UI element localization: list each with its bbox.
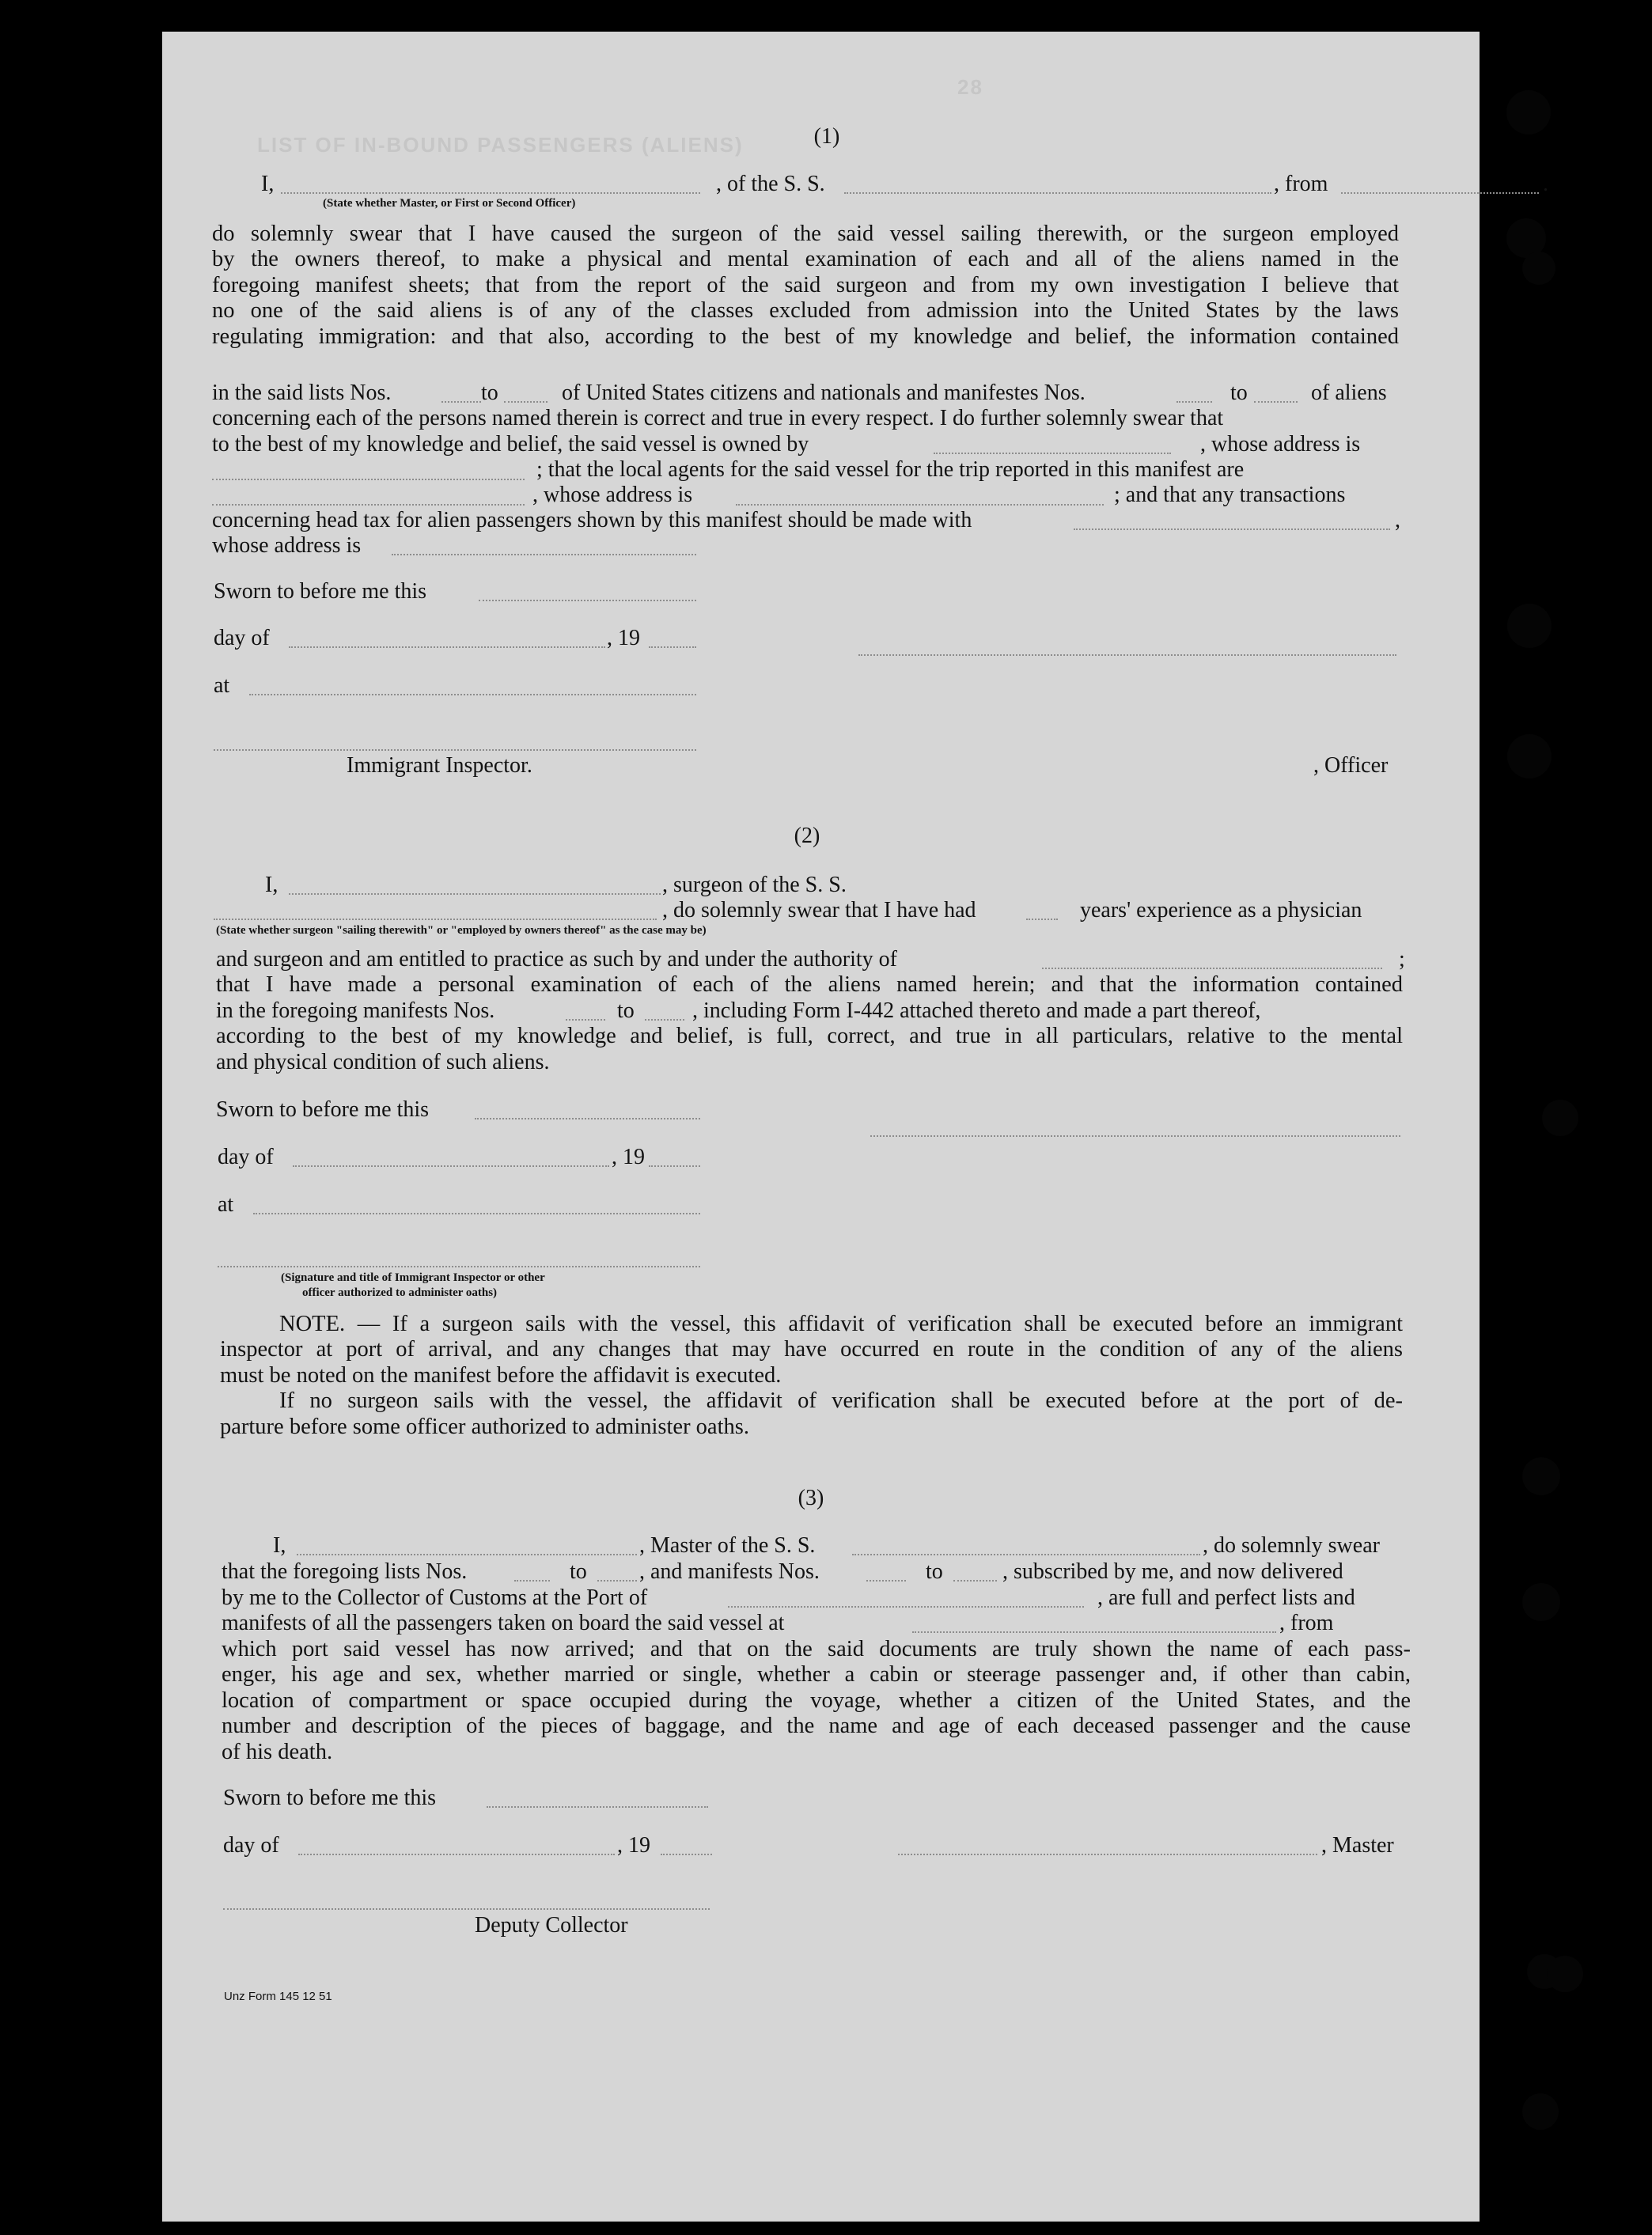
s3-line: enger, his age and sex, whether married or single, whether a cabin or steerage passenger and, if other than cabin, xyxy=(222,1662,1411,1688)
section-1-body xyxy=(212,222,1399,350)
s3-board-b: , from xyxy=(1279,1611,1334,1635)
s2-month-field[interactable] xyxy=(293,1165,609,1167)
from-port-field[interactable] xyxy=(1341,192,1539,194)
s2-line: according to the best of my knowledge and belief, is full, correct, and true in all particulars, relative to the mental xyxy=(216,1024,1403,1048)
s3-master-of: , Master of the S. S. xyxy=(639,1533,816,1558)
s2-manifest-from-field[interactable] xyxy=(566,1019,605,1021)
s3-line: of his death. xyxy=(222,1739,333,1764)
s2-surgeon-signature-field[interactable] xyxy=(870,1135,1400,1137)
note-line: NOTE. — If a surgeon sails with the vessel, this affidavit of verification shall be executed before an immigrant xyxy=(279,1312,1403,1336)
s1-line: foregoing manifest sheets; that from the report of the said surgeon and from my own investigation I believe that xyxy=(212,272,1399,297)
s1-whose-b: ; and that any transactions xyxy=(1114,483,1346,507)
s3-vessel-field[interactable] xyxy=(852,1554,1200,1555)
s3-deputy-signature-field[interactable] xyxy=(223,1908,710,1910)
s1-of-ss: , of the S. S. xyxy=(716,172,825,196)
s2-belief-line xyxy=(216,1024,1403,1049)
surgeon-name-field[interactable] xyxy=(289,893,661,895)
s1-inspector-signature-field[interactable] xyxy=(214,749,696,751)
s1-line: by the owners thereof, to make a physical and mental examination of each and all of the aliens named in the xyxy=(212,247,1399,272)
s3-manifest-to-field[interactable] xyxy=(953,1580,997,1582)
authority-field[interactable] xyxy=(1042,968,1382,969)
s1-day-of: day of xyxy=(214,626,270,650)
s1-whose-a: , whose address is xyxy=(532,483,693,507)
punch-hole xyxy=(1522,1583,1560,1621)
s2-at: at xyxy=(218,1192,234,1217)
s1-manifest-to-field[interactable] xyxy=(1254,401,1298,403)
agents-address-field[interactable] xyxy=(736,504,1104,506)
s1-officer-signature-field[interactable] xyxy=(858,654,1396,656)
s3-nos-b: to xyxy=(570,1559,587,1584)
punch-hole xyxy=(1507,734,1552,778)
s3-nos-d: to xyxy=(926,1559,943,1584)
s2-line2-b: years' experience as a physician xyxy=(1080,898,1362,922)
s2-surgeon-note: (State whether surgeon "sailing therewith" or "employed by owners thereof" as the case may be) xyxy=(216,924,707,937)
s3-line: number and description of the pieces of baggage, and the name and age of each deceased passenger and the cause xyxy=(222,1714,1411,1739)
s1-sworn-day-field[interactable] xyxy=(479,600,696,601)
s3-port-field[interactable] xyxy=(728,1606,1084,1608)
punch-hole xyxy=(1522,1457,1560,1495)
owner-address-field[interactable] xyxy=(212,479,525,480)
s2-line: that I have made a personal examination of each of the aliens named herein; and that the information contained xyxy=(216,972,1403,997)
s2-authority-b: ; xyxy=(1399,947,1405,972)
punch-hole xyxy=(1506,90,1551,134)
s3-sworn: Sworn to before me this xyxy=(223,1786,437,1810)
note-line: If no surgeon sails with the vessel, the affidavit of verification shall be executed before at the port of de- xyxy=(279,1388,1403,1414)
section-1-number: (1) xyxy=(813,124,840,149)
s2-sworn: Sworn to before me this xyxy=(216,1097,430,1122)
s2-sworn-day-field[interactable] xyxy=(475,1118,700,1119)
ghost-heading: LIST OF IN-BOUND PASSENGERS (ALIENS) xyxy=(257,133,744,157)
s1-nos-d: to xyxy=(1230,381,1248,405)
s2-cond-line: and physical condition of such aliens. xyxy=(216,1050,550,1074)
s3-list-to-field[interactable] xyxy=(597,1580,637,1582)
s1-period: . xyxy=(1543,172,1548,196)
s1-immigrant-inspector: Immigrant Inspector. xyxy=(347,753,532,778)
s2-day-of: day of xyxy=(218,1145,274,1169)
s3-i: I, xyxy=(273,1533,286,1558)
form-sheet xyxy=(162,32,1548,2222)
s2-nos-a: in the foregoing manifests Nos. xyxy=(216,998,495,1023)
s1-manifest-from-field[interactable] xyxy=(1176,401,1212,403)
s3-year: , 19 xyxy=(617,1833,650,1858)
s2-nos-c: , including Form I-442 attached thereto and made a part thereof, xyxy=(692,998,1261,1023)
s1-line: regulating immigration: and that also, according to the best of my knowledge and belief, the information contained xyxy=(212,324,1399,349)
s2-authority-a: and surgeon and am entitled to practice as such by and under the authority of xyxy=(216,947,897,972)
s1-nos-a: in the said lists Nos. xyxy=(212,381,392,405)
s3-board-a: manifests of all the passengers taken on board the said vessel at xyxy=(222,1611,785,1635)
section-3-number: (3) xyxy=(798,1486,824,1510)
s3-deputy-collector: Deputy Collector xyxy=(475,1913,628,1938)
punch-hole xyxy=(1542,1100,1578,1136)
s2-manifest-to-field[interactable] xyxy=(645,1019,684,1021)
s1-year-field[interactable] xyxy=(649,646,696,648)
s3-nos-e: , subscribed by me, and now delivered xyxy=(1002,1559,1343,1584)
section-2-number: (2) xyxy=(794,824,820,848)
s1-agents: ; that the local agents for the said vessel for the trip reported in this manifest are xyxy=(536,457,1245,482)
s1-nos-b: to xyxy=(481,381,498,405)
s1-line: no one of the said aliens is of any of the classes excluded from admission into the United States by the laws xyxy=(212,298,1399,324)
s2-i: I, xyxy=(265,873,278,897)
headtax-address-field[interactable] xyxy=(392,554,696,555)
s1-year: , 19 xyxy=(607,626,640,650)
s3-year-field[interactable] xyxy=(661,1854,712,1855)
s3-swear: , do solemnly swear xyxy=(1203,1533,1380,1558)
note-line: parture before some officer authorized to administer oaths. xyxy=(220,1414,749,1439)
punch-hole xyxy=(1522,2093,1559,2130)
s1-from: , from xyxy=(1274,172,1328,196)
s3-sworn-day-field[interactable] xyxy=(487,1806,708,1808)
ghost-page-number: 28 xyxy=(957,75,983,99)
s2-sig-note-1: (Signature and title of Immigrant Inspector or other xyxy=(281,1271,545,1284)
s3-embark-port-field[interactable] xyxy=(912,1631,1276,1633)
s1-officer: , Officer xyxy=(1313,753,1389,778)
s2-line2-a: , do solemnly swear that I have had xyxy=(662,898,976,922)
s3-line: location of compartment or space occupied during the voyage, whether a citizen of the United States, and the xyxy=(222,1688,1411,1713)
s3-master-signature-field[interactable] xyxy=(898,1854,1317,1855)
form-number: Unz Form 145 12 51 xyxy=(224,1990,332,2003)
s3-master-label: , Master xyxy=(1321,1833,1394,1858)
punch-hole xyxy=(1507,604,1552,648)
s1-nos-c: of United States citizens and nationals and manifestes Nos. xyxy=(562,381,1086,405)
s2-exam-line xyxy=(216,972,1403,998)
s1-addr-label: whose address is xyxy=(212,533,362,558)
s3-line: which port said vessel has now arrived; and that on the said documents are truly shown the name of each pass- xyxy=(222,1637,1411,1661)
punch-hole xyxy=(1522,252,1555,285)
section-3-body xyxy=(222,1637,1411,1765)
s1-i: I, xyxy=(261,172,275,196)
s2-year: , 19 xyxy=(612,1145,645,1169)
note-block xyxy=(220,1312,1403,1440)
s2-surgeon-of: , surgeon of the S. S. xyxy=(662,873,847,897)
s2-sig-note-2: officer authorized to administer oaths) xyxy=(301,1286,498,1299)
s1-list-to-field[interactable] xyxy=(504,401,548,403)
s1-headtax-a: concerning head tax for alien passengers shown by this manifest should be made with xyxy=(212,508,972,532)
s3-port-b: , are full and perfect lists and xyxy=(1097,1585,1355,1610)
owner-field[interactable] xyxy=(934,453,1171,454)
s3-nos-a: that the foregoing lists Nos. xyxy=(222,1559,468,1584)
s1-line-each: concerning each of the persons named therein is correct and true in every respect. I do further solemnly swear that xyxy=(212,406,1224,430)
s1-owned-b: , whose address is xyxy=(1200,432,1361,456)
s2-nos-b: to xyxy=(617,998,635,1023)
s3-manifest-from-field[interactable] xyxy=(866,1580,906,1582)
s1-owned-a: to the best of my knowledge and belief, the said vessel is owned by xyxy=(212,432,809,456)
master-name-field[interactable] xyxy=(281,192,700,194)
note-line: must be noted on the manifest before the affidavit is executed. xyxy=(220,1362,782,1388)
local-agents-field[interactable] xyxy=(212,504,525,506)
s3-master-name-field[interactable] xyxy=(297,1554,637,1555)
punch-hole xyxy=(1547,1956,1583,1992)
s3-port-a: by me to the Collector of Customs at the Port of xyxy=(222,1585,648,1610)
s3-list-from-field[interactable] xyxy=(514,1580,550,1582)
s2-vessel-field[interactable] xyxy=(214,919,657,920)
headtax-contact-field[interactable] xyxy=(1074,528,1390,530)
s2-year-field[interactable] xyxy=(649,1165,700,1167)
s2-inspector-signature-field[interactable] xyxy=(218,1266,700,1267)
vessel-name-field[interactable] xyxy=(844,192,1271,194)
s1-sworn: Sworn to before me this xyxy=(214,579,427,604)
years-experience-field[interactable] xyxy=(1026,919,1058,920)
s1-list-from-field[interactable] xyxy=(441,401,481,403)
s1-line: do solemnly swear that I have caused the surgeon of the said vessel sailing therewith, or the surgeon employed xyxy=(212,222,1399,246)
s1-headtax-b: , xyxy=(1395,508,1400,532)
s3-month-field[interactable] xyxy=(298,1854,615,1855)
s1-at: at xyxy=(214,673,230,698)
s1-officer-note: (State whether Master, or First or Second Officer) xyxy=(323,197,576,210)
s2-place-field[interactable] xyxy=(253,1213,700,1214)
s3-day-of: day of xyxy=(223,1833,279,1858)
s1-place-field[interactable] xyxy=(249,694,696,695)
s1-month-field[interactable] xyxy=(289,646,605,648)
s3-nos-c: , and manifests Nos. xyxy=(639,1559,820,1584)
note-line: inspector at port of arrival, and any changes that may have occurred en route in the condition of any of the aliens xyxy=(220,1337,1403,1362)
s1-nos-e: of aliens xyxy=(1311,381,1387,405)
